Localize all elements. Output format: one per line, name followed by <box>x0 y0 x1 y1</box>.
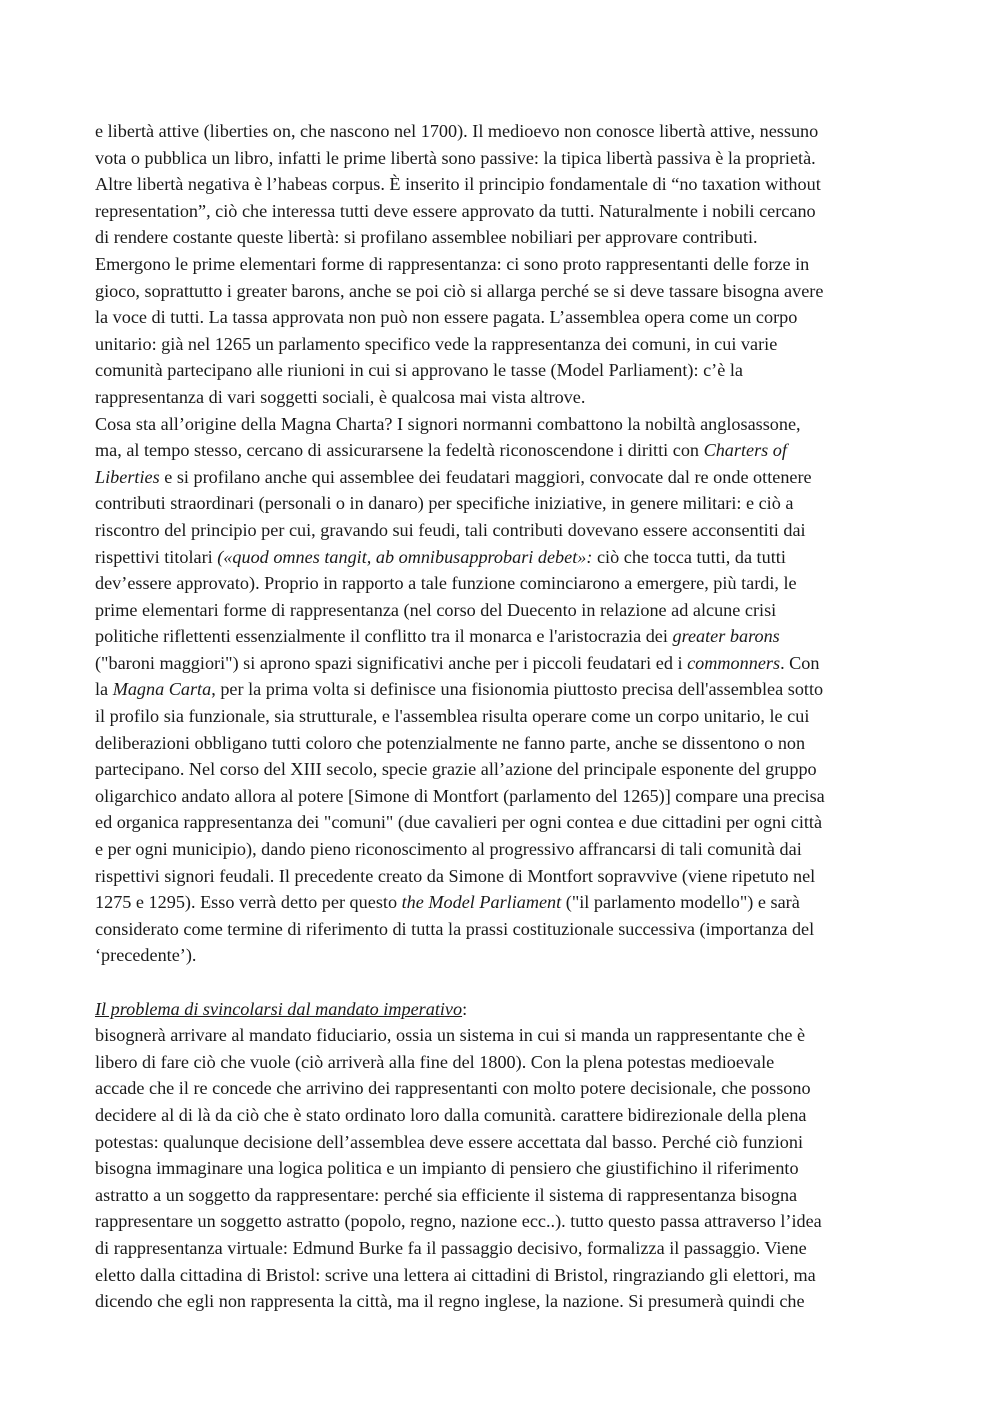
text-line: oligarchico andato allora al potere [Simone di Montfort (parlamento del 1265)] compare una precisa <box>95 785 825 806</box>
text-line: considerato come termine di riferimento di tutta la prassi costituzionale successiva (importanza del <box>95 918 815 939</box>
text-line: libero di fare ciò che vuole (ciò arriverà alla fine del 1800). Con la plena potestas medioevale <box>95 1051 775 1072</box>
italic-term: Magna Carta <box>112 679 212 700</box>
text-line: potestas: qualunque decisione dell’assemblea deve essere accettata dal basso. Perché ciò funzioni <box>95 1131 804 1152</box>
text-line: Emergono le prime elementari forme di rappresentanza: ci sono proto rappresentanti delle forze in <box>95 253 810 274</box>
text-run: , per la prima volta si definisce una fisionomia piuttosto precisa dell'assemblea sotto <box>211 679 824 700</box>
text-run: ("il parlamento modello") e sarà <box>561 892 800 913</box>
text-line: ed organica rappresentanza dei "comuni" (due cavalieri per ogni contea e due cittadini per ogni città <box>95 812 823 833</box>
text-run: ciò che tocca tutti, da tutti <box>592 546 786 567</box>
text-line: di rappresentanza virtuale: Edmund Burke fa il passaggio decisivo, formalizza il passaggio. Viene <box>95 1237 807 1258</box>
text-line: comunità partecipano alle riunioni in cui si approvano le tasse (Model Parliament): c’è la <box>95 360 743 381</box>
text-line: contributi straordinari (personali o in danaro) per specifiche iniziative, in genere militari: e ciò a <box>95 493 794 514</box>
text-run: rispettivi titolari <box>95 546 218 567</box>
text-line: dev’essere approvato). Proprio in rapporto a tale funzione cominciarono a emergere, più tardi, le <box>95 573 797 594</box>
text-line: riscontro del principio per cui, gravando sui feudi, tali contributi dovevano essere acconsentiti dai <box>95 519 806 540</box>
italic-term: greater barons <box>672 626 780 647</box>
text-run: la <box>95 679 113 700</box>
text-run: ("baroni maggiori") si aprono spazi significativi anche per i piccoli feudatari ed i <box>95 652 688 673</box>
italic-term: Charters of <box>703 440 787 461</box>
section-heading-text: Il problema di svincolarsi dal mandato imperativo <box>95 998 463 1019</box>
text-line: e libertà attive (liberties on, che nascono nel 1700). Il medioevo non conosce libertà attive, nessuno <box>95 121 819 141</box>
document-page <box>95 118 915 1315</box>
text-line: ‘precedente’). <box>95 945 197 966</box>
text-line <box>95 544 915 571</box>
text-line <box>95 437 915 464</box>
paragraph-magna-charta <box>95 411 915 969</box>
italic-term: commonners <box>687 652 781 673</box>
text-line: representation”, ciò che interessa tutti deve essere approvato da tutti. Naturalmente i nobili cercano <box>95 200 816 221</box>
text-run: 1275 e 1295). Esso verrà detto per questo <box>95 892 402 913</box>
text-line: partecipano. Nel corso del XIII secolo, specie grazie all’azione del principale esponente del gruppo <box>95 759 817 780</box>
text-line: deliberazioni obbligano tutti coloro che potenzialmente ne fanno parte, anche se dissentono o non <box>95 732 806 753</box>
text-line: rappresentanza di vari soggetti sociali, è qualcosa mai vista altrove. <box>95 386 586 407</box>
text-line <box>95 650 915 677</box>
text-line: di rendere costante queste libertà: si profilano assemblee nobiliari per approvare contributi. <box>95 227 758 248</box>
text-line <box>95 889 915 916</box>
section-mandato-imperativo <box>95 996 915 1315</box>
paragraph-liberties <box>95 118 915 411</box>
text-line: gioco, soprattutto i greater barons, anche se poi ciò si allarga perché se si deve tassare bisogna avere <box>95 280 824 301</box>
text-line: bisogna immaginare una logica politica e un impianto di pensiero che giustifichino il riferimento <box>95 1158 799 1179</box>
text-line: Altre libertà negativa è l’habeas corpus. È inserito il principio fondamentale di “no taxation without <box>95 174 821 195</box>
text-line: bisognerà arrivare al mandato fiduciario, ossia un sistema in cui si manda un rappresentante che è <box>95 1025 806 1046</box>
text-line <box>95 623 915 650</box>
text-run: e si profilano anche qui assemblee dei feudatari maggiori, convocate dal re onde ottenere <box>159 466 812 487</box>
text-line <box>95 676 915 703</box>
text-line: la voce di tutti. La tassa approvata non può non essere pagata. L’assemblea opera come un corpo <box>95 307 798 328</box>
text-line: dicendo che egli non rappresenta la città, ma il regno inglese, la nazione. Si presumerà quindi che <box>95 1291 805 1312</box>
text-line: e per ogni municipio), dando pieno riconoscimento al progressivo affrancarsi di tali comunità dai <box>95 839 802 860</box>
text-line: eletto dalla cittadina di Bristol: scrive una lettera ai cittadini di Bristol, ringraziando gli elettori, ma <box>95 1264 816 1285</box>
section-heading <box>95 996 915 1023</box>
text-run: politiche riflettenti essenzialmente il conflitto tra il monarca e l'aristocrazia dei <box>95 626 673 647</box>
paragraph-spacer <box>95 969 915 996</box>
text-line: il profilo sia funzionale, sia strutturale, e l'assemblea risulta operare come un corpo unitario, le cui <box>95 706 810 727</box>
text-line: vota o pubblica un libro, infatti le prime libertà sono passive: la tipica libertà passiva è la proprietà. <box>95 147 816 168</box>
text-line: rispettivi signori feudali. Il precedente creato da Simone di Montfort sopravvive (viene ripetuto nel <box>95 865 816 886</box>
text-line: prime elementari forme di rappresentanza (nel corso del Duecento in relazione ad alcune crisi <box>95 599 777 620</box>
text-line: decidere al di là da ciò che è stato ordinato loro dalla comunità. carattere bidirezionale della plena <box>95 1104 807 1125</box>
italic-quote: («quod omnes tangit, ab omnibusapprobari debet»: <box>217 546 593 567</box>
text-line: astratto a un soggetto da rappresentare: perché sia efficiente il sistema di rappresentanza bisogna <box>95 1184 798 1205</box>
text-line: rappresentare un soggetto astratto (popolo, regno, nazione ecc..). tutto questo passa attraverso l’idea <box>95 1211 822 1232</box>
section-heading-colon: : <box>462 998 468 1019</box>
text-run: . Con <box>780 652 820 673</box>
text-line: accade che il re concede che arrivino dei rappresentanti con molto potere decisionale, che possono <box>95 1078 811 1099</box>
text-run: ma, al tempo stesso, cercano di assicurarsene la fedeltà riconoscendone i diritti con <box>95 440 704 461</box>
italic-term: the Model Parliament <box>401 892 562 913</box>
text-line: unitario: già nel 1265 un parlamento specifico vede la rappresentanza dei comuni, in cui varie <box>95 333 778 354</box>
italic-term: Liberties <box>95 466 160 487</box>
text-line <box>95 464 915 491</box>
text-line: Cosa sta all’origine della Magna Charta? I signori normanni combattono la nobiltà anglosassone, <box>95 413 801 434</box>
